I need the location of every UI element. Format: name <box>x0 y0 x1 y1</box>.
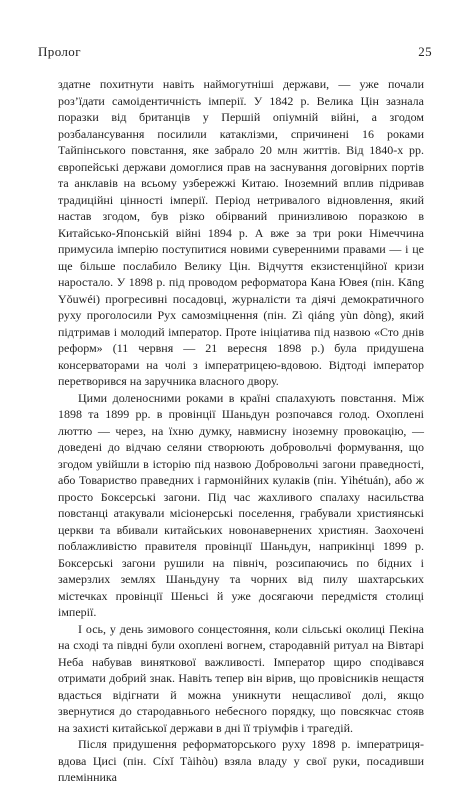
page-body <box>58 76 424 786</box>
page-number: 25 <box>418 44 432 59</box>
paragraph-2: Цими доленосними роками в країні спалахують повстання. Між 1898 та 1899 рр. в провінції Шаньдун розпочався голод. Охоплені люттю — через, на їхню думку, навмисну іноземну провокацію, — доведені до відчаю селяни створюють добровольчі формування, що згодом увійшли в історію під назвою Добровольчі загони праведності, або Товариство праведних і гармонійних кулаків (пін. Yìhétuán), або ж просто Боксерські загони. Під час жахливого спалаху насильства повстанці атакували місіонерські поселення, грабували християнські церкви та вбивали китайських новонавернених християн. Заохочені поблажливістю правителя провінції Шаньдун, наприкінці 1899 р. Боксерські загони рушили на північ, розсипаючись по бідних і замерзлих землях Шаньдуну та чорних від пилу шахтарських містечках провінції Шеньсі й уже досягаючи передмістя столиці імперії. <box>58 390 424 619</box>
paragraph-1: здатне похитнути навіть наймогутніші держави, — уже почали роз’їдати самоідентичність імперії. У 1842 р. Велика Цін зазнала поразки від британців у Першій опіумній війні, а згодом розбалансування посилили катаклізми, спричинені 16 роками Тайпінського повстання, яке забрало 20 млн життів. Від 1840-х рр. європейські держави домоглися прав на заснування договірних портів та анклавів на всьому узбережжі Китаю. Іноземний вплив підривав традиційні цінності імперії. Період нетривалого відновлення, який настав згодом, був різко обірваний принизливою поразкою в Китайсько-Японській війні 1894 р. А вже за три роки Німеччина примусила імперію поступитися новими суверенними правами — і це ще більше послабило Велику Цін. Відчуття екзистенційної кризи наростало. У 1898 р. під проводом реформатора Кана Ювея (пін. Kāng Yǒuwéi) прогресивні посадовці, журналісти та діячі демократичного руху проголосили Рух самозміцнення (пін. Zì qiáng yùn dòng), який підтримав і молодий імператор. Проте ініціатива під назвою «Сто днів реформ» (11 червня — 21 вересня 1898 р.) була придушена консерваторами на чолі з імператрицею-вдовою. Відтоді імператор перетворився на заручника власного двору. <box>58 77 424 388</box>
chapter-title: Пролог <box>38 44 81 59</box>
paragraph-4: Після придушення реформаторського руху 1898 р. імператриця-вдова Цисі (пін. Cíxǐ Tàihòu) взяла владу у свої руки, посадивши племінника <box>58 737 424 784</box>
paragraph-3: І ось, у день зимового сонцестояння, коли сільські околиці Пекіна на сході та півдні були охоплені вогнем, стародавній ритуал на Вівтарі Неба набував виняткової важливості. Імператор щиро сподівався отримати добрий знак. Навіть тепер він вірив, що провісників нещастя вдасться відігнати й можна уникнути нещасливої долі, якщо звернутися до стародавнього небесного порядку, що повсякчас стояв на захисті китайської держави в дні її тріумфів і трагедій. <box>58 621 424 735</box>
running-header <box>38 44 432 64</box>
